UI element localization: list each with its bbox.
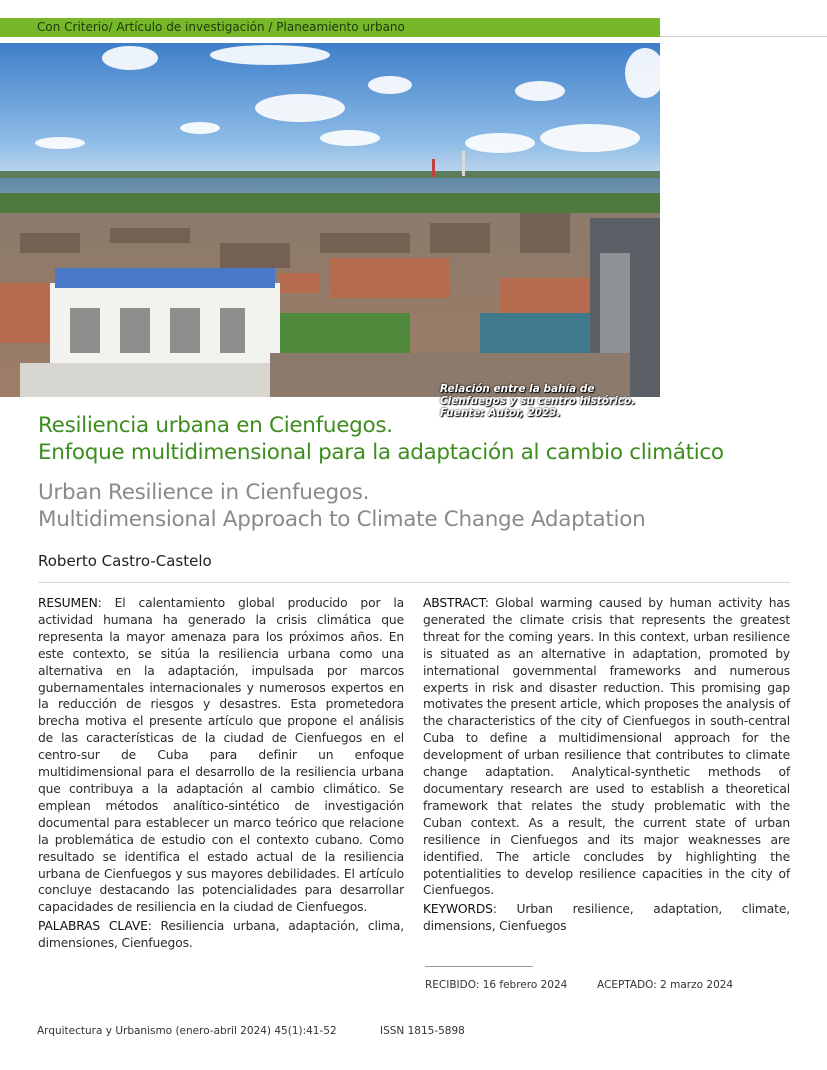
header-divider bbox=[660, 36, 827, 37]
resumen-paragraph bbox=[38, 595, 404, 916]
caption-line-2: Cienfuegos y su centro histórico. bbox=[440, 395, 636, 407]
abstract-label: ABSTRACT bbox=[423, 596, 485, 610]
palabras-clave-text: : Resiliencia urbana, adaptación, clima, dimensiones, Cienfuegos. bbox=[38, 919, 405, 951]
spanish-abstract-column bbox=[38, 595, 404, 954]
palabras-clave-label: PALABRAS CLAVE bbox=[38, 919, 148, 934]
abstract-text: : Global warming caused by human activity has generated the climate crisis that represents the greatest threat for the coming years. In this context, urban resilience is situated as an alternative in adaptation, promoted by international governmental frameworks and numerous experts in risk and disaster reduction. This promising gap motivates the present article, which proposes the analysis of the characteristics of the city of Cienfuegos in south-central Cuba to define a multidimensional approach for the development of urban resilience that contributes to climate change adaptation. Analytical-synthetic methods of documentary research are used to establish a theoretical framework that relates the study problematic with the Cuban context. As a result, the current state of urban resilience in Cienfuegos and its major weaknesses are identified. The article concludes by highlighting the potentialities to develop resilience capacities in the city of Cienfuegos. bbox=[423, 596, 790, 898]
dates-divider bbox=[425, 966, 533, 967]
journal-citation: Arquitectura y Urbanismo (enero-abril 2024) 45(1):41-52 bbox=[37, 1025, 337, 1037]
palabras-clave-paragraph bbox=[38, 918, 404, 952]
title-spanish bbox=[38, 412, 798, 466]
keywords-label: KEYWORDS bbox=[423, 902, 493, 917]
english-abstract-column bbox=[423, 595, 790, 937]
keywords-paragraph bbox=[423, 901, 790, 935]
abstract-paragraph bbox=[423, 595, 790, 899]
title-es-line-2: Enfoque multidimensional para la adaptación al cambio climático bbox=[38, 440, 724, 465]
author-name: Roberto Castro-Castelo bbox=[38, 552, 212, 570]
cover-photo bbox=[0, 43, 660, 419]
author-divider bbox=[38, 582, 790, 583]
title-es-line-1: Resiliencia urbana en Cienfuegos. bbox=[38, 413, 393, 438]
title-en-line-2: Multidimensional Approach to Climate Change Adaptation bbox=[38, 507, 646, 532]
issn: ISSN 1815-5898 bbox=[380, 1025, 465, 1037]
city-bay-photo bbox=[0, 43, 660, 397]
resumen-label: RESUMEN bbox=[38, 596, 98, 610]
accepted-date: ACEPTADO: 2 marzo 2024 bbox=[597, 979, 734, 991]
title-en-line-1: Urban Resilience in Cienfuegos. bbox=[38, 480, 370, 505]
caption-line-1: Relación entre la bahía de bbox=[440, 383, 595, 395]
received-date: RECIBIDO: 16 febrero 2024 bbox=[425, 979, 568, 991]
keywords-text: : Urban resilience, adaptation, climate, dimensions, Cienfuegos bbox=[423, 902, 790, 934]
caption-line-3: Fuente: Autor, 2023. bbox=[440, 407, 561, 419]
section-header bbox=[0, 18, 660, 37]
section-breadcrumb: Con Criterio/ Artículo de investigación / Planeamiento urbano bbox=[37, 20, 405, 34]
title-english bbox=[38, 479, 798, 533]
resumen-text: : El calentamiento global producido por la actividad humana ha generado la crisis climática que representa la mayor amenaza para los próximos años. En este contexto, se sitúa la resiliencia urbana como una alternativa en la adaptación, impulsada por marcos gubernamentales internacionales y numerosos expertos en la reducción de riesgos y desastres. Esta prometedora brecha motiva el presente artículo que propone el análisis de las características de la ciudad de Cienfuegos en el centro-sur de Cuba para definir un enfoque multidimensional para el desarrollo de la resiliencia urbana que contribuya a la adaptación al cambio climático. Se emplean métodos analítico-sintético de investigación documental para establecer un marco teórico que relacione la problemática de estudio con el contexto cubano. Como resultado se identifica el estado actual de la resiliencia urbana de Cienfuegos y sus mayores debilidades. El artículo concluye destacando las potencialidades para desarrollar capacidades de resiliencia en la ciudad de Cienfuegos. bbox=[38, 596, 404, 915]
